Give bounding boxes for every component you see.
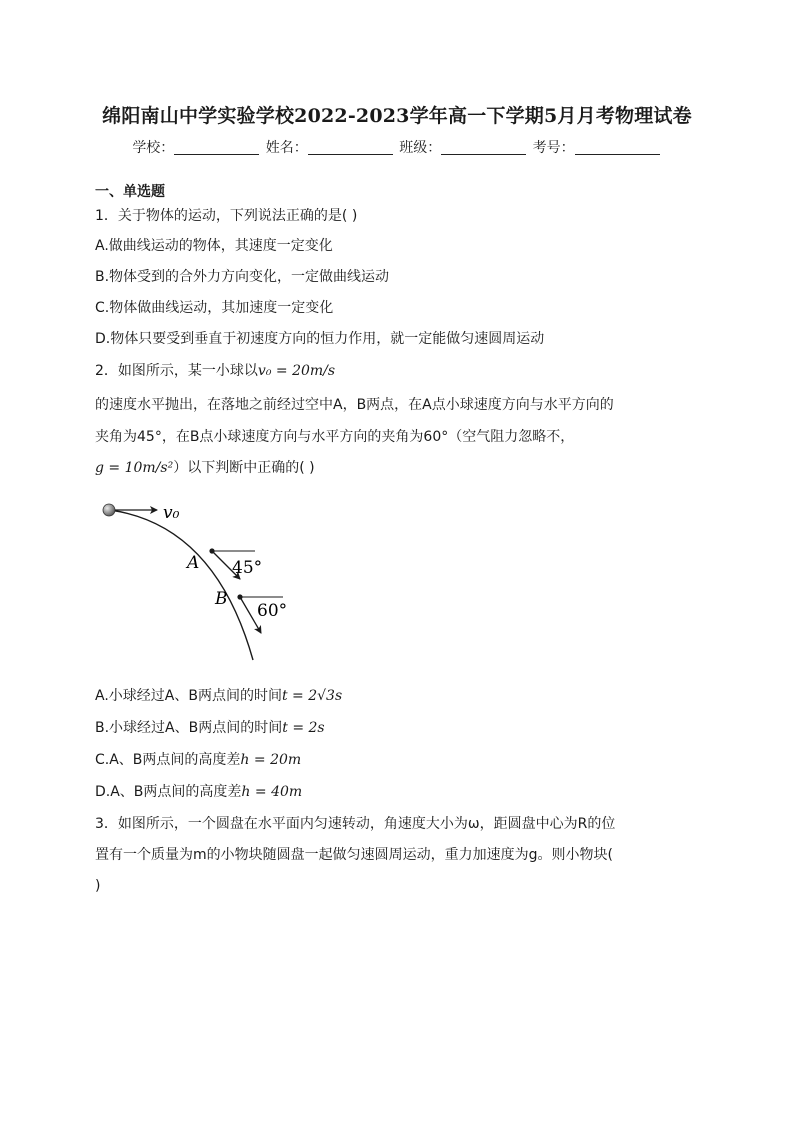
exam-number-blank[interactable] <box>575 140 660 155</box>
q2-option-c-expression: h = 20m <box>240 752 302 768</box>
q1-stem: 1．关于物体的运动，下列说法正确的是( ) <box>95 208 358 224</box>
q3-line-3: ) <box>95 878 101 894</box>
q2-option-c-text: C.A、B两点间的高度差 <box>95 752 241 768</box>
exam-title: 绵阳南山中学实验学校2022-2023学年高一下学期5月月考物理试卷 <box>102 105 692 127</box>
angle-b-label: 60° <box>257 601 288 621</box>
projectile-figure <box>95 490 315 665</box>
q2-option-c <box>95 750 301 770</box>
q1-option-b: B.物体受到的合外力方向变化，一定做曲线运动 <box>95 269 390 285</box>
student-info-line <box>0 137 794 157</box>
q2-option-d-expression: h = 40m <box>241 784 303 800</box>
v0-label: v₀ <box>163 503 180 523</box>
school-label: 学校： <box>132 140 175 156</box>
q2-option-a-text: A.小球经过A、B两点间的时间 <box>95 688 282 704</box>
class-blank[interactable] <box>441 140 526 155</box>
q2-line-1 <box>95 361 335 381</box>
section-heading: 一、单选题 <box>95 184 165 200</box>
q2-option-a-expression: t = 2√3s <box>281 688 343 704</box>
ball <box>103 504 115 516</box>
school-blank[interactable] <box>174 140 259 155</box>
q1-option-a: A.做曲线运动的物体，其速度一定变化 <box>95 238 333 254</box>
q3-line-1: 3．如图所示，一个圆盘在水平面内匀速转动，角速度大小为ω，距圆盘中心为R的位 <box>95 816 616 832</box>
trajectory-curve <box>110 510 253 660</box>
name-blank[interactable] <box>308 140 393 155</box>
q2-option-a <box>95 686 342 706</box>
q3-line-2: 置有一个质量为m的小物块随圆盘一起做匀速圆周运动，重力加速度为g。则小物块( <box>95 847 613 863</box>
q2-line-2: 的速度水平抛出，在落地之前经过空中A，B两点，在A点小球速度方向与水平方向的 <box>95 397 614 413</box>
q1-option-c: C.物体做曲线运动，其加速度一定变化 <box>95 300 334 316</box>
q2-v0-expression: v₀ = 20m/s <box>257 363 336 379</box>
angle-a-label: 45° <box>232 558 263 578</box>
q1-option-d: D.物体只要受到垂直于初速度方向的恒力作用，就一定能做匀速圆周运动 <box>95 331 545 347</box>
exam-number-label: 考号： <box>532 140 575 156</box>
q2-option-b-text: B.小球经过A、B两点间的时间 <box>95 720 283 736</box>
q2-line-1-text: 2．如图所示，某一小球以 <box>95 363 258 379</box>
q2-g-expression: g = 10m/s² <box>95 460 174 476</box>
q2-line-4-text: ）以下判断中正确的( ) <box>173 460 315 476</box>
q2-option-b <box>95 718 325 738</box>
point-b-label: B <box>215 589 228 609</box>
point-a-label: A <box>187 553 200 573</box>
q2-option-d <box>95 782 302 802</box>
q2-option-d-text: D.A、B两点间的高度差 <box>95 784 242 800</box>
q2-option-b-expression: t = 2s <box>282 720 325 736</box>
q2-line-3: 夹角为45°，在B点小球速度方向与水平方向的夹角为60°（空气阻力忽略不， <box>95 429 575 445</box>
q2-line-4 <box>95 458 315 478</box>
class-label: 班级： <box>399 140 442 156</box>
name-label: 姓名： <box>265 140 308 156</box>
